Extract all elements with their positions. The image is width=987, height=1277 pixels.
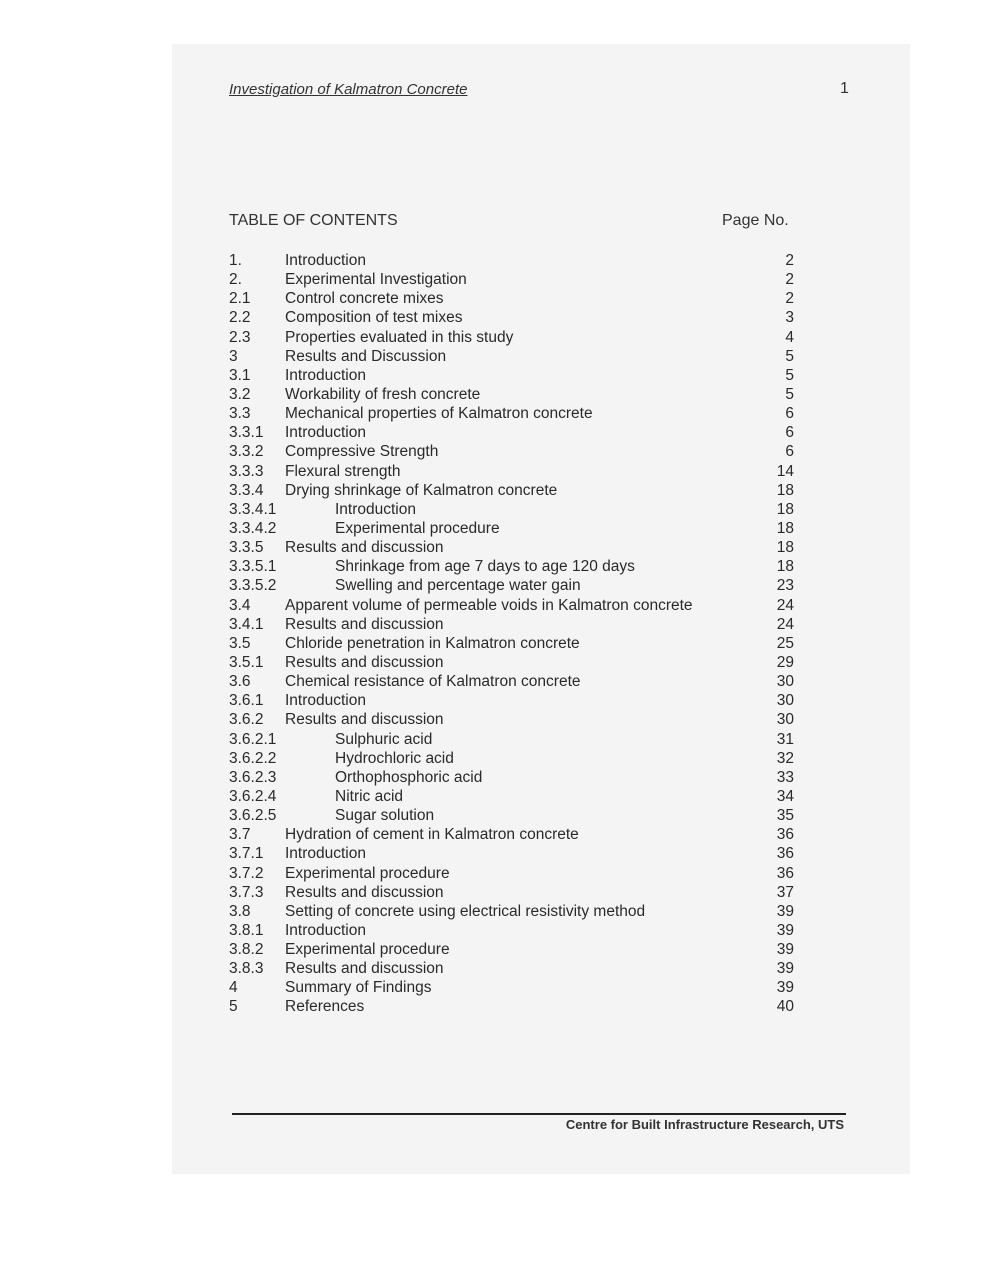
toc-entry-page: 25 <box>776 634 794 652</box>
toc-entry-page: 36 <box>776 826 794 844</box>
toc-entry <box>229 596 794 615</box>
toc-entry-page: 39 <box>776 960 794 978</box>
toc-entry <box>229 385 794 404</box>
toc-entry <box>229 978 794 997</box>
toc-entry-title: Results and Discussion <box>285 347 447 365</box>
toc-entry-page: 36 <box>776 864 794 882</box>
toc-entry-title: Introduction <box>285 845 366 863</box>
toc-entry-number: 3.5.1 <box>229 653 264 671</box>
toc-entry-number: 3.6.1 <box>229 692 264 710</box>
toc-entry <box>229 462 794 481</box>
toc-entry-number: 3.3.5.1 <box>229 558 277 576</box>
toc-entry <box>229 442 794 461</box>
toc-entry-title: Hydrochloric acid <box>335 749 454 767</box>
toc-entry-title: Experimental procedure <box>285 941 450 959</box>
toc-entry-number: 5 <box>229 998 238 1016</box>
toc-entry-number: 3.6 <box>229 673 251 691</box>
toc-entry-page: 35 <box>776 807 794 825</box>
toc-entry <box>229 787 794 806</box>
toc-entry-title: Introduction <box>285 692 366 710</box>
toc-entry-title: Introduction <box>335 500 416 518</box>
toc-entry-page: 30 <box>776 673 794 691</box>
toc-entry-page: 3 <box>785 309 794 327</box>
toc-entry-number: 1. <box>229 252 242 269</box>
toc-entry-title: Results and discussion <box>285 653 444 671</box>
footer-organization: Centre for Built Infrastructure Research, UTS <box>565 1117 844 1132</box>
toc-entry-page: 2 <box>785 271 794 289</box>
toc-entry-number: 4 <box>229 979 238 997</box>
toc-entry <box>229 672 794 691</box>
toc-entry-page: 6 <box>785 424 794 442</box>
toc-entry <box>229 519 794 538</box>
toc-entry-title: Shrinkage from age 7 days to age 120 days <box>335 558 635 576</box>
toc-entry <box>229 328 794 347</box>
toc-entry <box>229 921 794 940</box>
toc-entry-title: Control concrete mixes <box>285 290 444 308</box>
toc-entry-title: Introduction <box>285 921 366 939</box>
toc-entry-number: 2.2 <box>229 309 251 327</box>
toc-entry-page: 18 <box>776 519 794 537</box>
toc-entry-title: Workability of fresh concrete <box>285 385 481 403</box>
toc-entry-title: Orthophosphoric acid <box>335 768 483 786</box>
toc-entry <box>229 423 794 442</box>
toc-entry-number: 3.3.4 <box>229 481 264 499</box>
toc-entry-page: 23 <box>776 577 794 595</box>
toc-entry-number: 2.3 <box>229 328 251 346</box>
toc-entry <box>229 730 794 749</box>
toc-entry-title: Apparent volume of permeable voids in Kalmatron concrete <box>285 596 693 614</box>
toc-entry-number: 3.4 <box>229 596 251 614</box>
toc-entry-number: 3.8.3 <box>229 960 264 978</box>
toc-entry-title: Results and discussion <box>285 711 444 729</box>
toc-entry <box>229 615 794 634</box>
toc-entry-page: 33 <box>776 768 794 786</box>
toc-entry-page: 39 <box>776 979 794 997</box>
toc-entry-title: Swelling and percentage water gain <box>335 577 581 595</box>
toc-entry <box>229 634 794 653</box>
toc-entry <box>229 844 794 863</box>
toc-entry <box>229 902 794 921</box>
toc-entry-title: Flexural strength <box>285 462 401 480</box>
toc-entry-title: Composition of test mixes <box>285 309 463 327</box>
toc-entry-page: 18 <box>776 558 794 576</box>
toc-entry-title: Compressive Strength <box>285 443 439 461</box>
toc-entry <box>229 997 794 1016</box>
toc-entry-title: Introduction <box>285 366 366 384</box>
toc-entry <box>229 883 794 902</box>
toc-entry-title: Results and discussion <box>285 883 444 901</box>
toc-entry-number: 3.6.2 <box>229 711 264 729</box>
toc-entry-number: 3.6.2.4 <box>229 787 277 805</box>
toc-entry <box>229 768 794 787</box>
toc-entry-title: Nitric acid <box>335 787 404 805</box>
toc-entry-number: 3.6.2.1 <box>229 730 277 748</box>
toc-entry-number: 3.3.2 <box>229 443 264 461</box>
toc-entry-page: 40 <box>776 998 794 1016</box>
toc-entry-page: 5 <box>785 347 794 365</box>
toc-entry <box>229 404 794 423</box>
toc-entry-number: 3.6.2.2 <box>229 749 277 767</box>
page-number: 1 <box>840 80 849 97</box>
toc-entry <box>229 347 794 366</box>
toc-entry-page: 31 <box>776 730 794 748</box>
toc-entry-page: 39 <box>776 921 794 939</box>
toc-heading: TABLE OF CONTENTS <box>229 212 398 229</box>
toc-entry-number: 3 <box>229 347 238 365</box>
toc-entry-title: Introduction <box>285 252 366 269</box>
toc-entry <box>229 289 794 308</box>
toc-entry-page: 37 <box>776 883 794 901</box>
toc-entry-title: Mechanical properties of Kalmatron concrete <box>285 405 593 423</box>
toc-entry-title: References <box>285 998 365 1016</box>
toc-entry-title: Sugar solution <box>335 807 435 825</box>
toc-entry-number: 3.7 <box>229 826 251 844</box>
toc-entry <box>229 481 794 500</box>
toc-entry-number: 3.6.2.5 <box>229 807 277 825</box>
toc-entry <box>229 940 794 959</box>
toc-entry-title: Chloride penetration in Kalmatron concrete <box>285 634 580 652</box>
toc-entry <box>229 653 794 672</box>
toc-entry-number: 3.1 <box>229 366 251 384</box>
toc-entry-number: 3.8.2 <box>229 941 264 959</box>
toc-entry-page: 4 <box>785 328 794 346</box>
toc-entry-title: Introduction <box>285 424 366 442</box>
toc-entry-page: 18 <box>776 481 794 499</box>
toc-entry-number: 3.3.4.2 <box>229 519 277 537</box>
toc-entry-page: 29 <box>776 653 794 671</box>
toc-entry-title: Experimental procedure <box>285 864 450 882</box>
toc-entry <box>229 749 794 768</box>
toc-entry-number: 3.7.3 <box>229 883 264 901</box>
toc-entry <box>229 576 794 595</box>
toc-entry-page: 32 <box>776 749 794 767</box>
toc-entry-page: 39 <box>776 902 794 920</box>
toc-entry-page: 14 <box>776 462 794 480</box>
toc-entry-number: 3.6.2.3 <box>229 768 277 786</box>
toc-entry-number: 3.3.5 <box>229 539 264 557</box>
toc-entry <box>229 710 794 729</box>
toc-entry <box>229 270 794 289</box>
toc-entry-title: Results and discussion <box>285 615 444 633</box>
toc-entry-page: 5 <box>785 385 794 403</box>
toc-entry-number: 2.1 <box>229 290 251 308</box>
toc-entry-number: 3.8.1 <box>229 921 264 939</box>
toc-entry-number: 3.5 <box>229 634 251 652</box>
toc-entry-number: 3.4.1 <box>229 615 264 633</box>
toc-entry-title: Drying shrinkage of Kalmatron concrete <box>285 481 558 499</box>
toc-entry <box>229 959 794 978</box>
toc-entry-page: 30 <box>776 711 794 729</box>
toc-list <box>229 251 794 1017</box>
toc-entry <box>229 691 794 710</box>
footer-rule <box>232 1113 846 1115</box>
running-title: Investigation of Kalmatron Concrete <box>229 81 468 98</box>
toc-entry-page: 30 <box>776 692 794 710</box>
toc-entry-title: Results and discussion <box>285 960 444 978</box>
toc-entry-number: 3.3.3 <box>229 462 264 480</box>
toc-entry-page: 36 <box>776 845 794 863</box>
toc-entry-title: Properties evaluated in this study <box>285 328 514 346</box>
toc-entry-number: 3.3 <box>229 405 251 423</box>
toc-entry-page: 6 <box>785 405 794 423</box>
toc-entry-number: 3.2 <box>229 385 251 403</box>
toc-entry-number: 2. <box>229 271 242 289</box>
toc-entry-title: Results and discussion <box>285 539 444 557</box>
toc-page-column-heading: Page No. <box>722 212 789 229</box>
toc-entry-page: 18 <box>776 539 794 557</box>
toc-entry-page: 2 <box>785 252 794 269</box>
toc-entry-title: Experimental procedure <box>335 519 500 537</box>
toc-entry-number: 3.7.1 <box>229 845 264 863</box>
toc-entry-page: 5 <box>785 366 794 384</box>
toc-entry <box>229 251 794 270</box>
toc-entry-title: Sulphuric acid <box>335 730 433 748</box>
toc-entry-page: 6 <box>785 443 794 461</box>
toc-entry <box>229 366 794 385</box>
toc-entry-page: 24 <box>776 596 794 614</box>
toc-entry-page: 34 <box>776 787 794 805</box>
toc-entry-page: 18 <box>776 500 794 518</box>
toc-entry-title: Chemical resistance of Kalmatron concrete <box>285 673 581 691</box>
toc-entry-title: Summary of Findings <box>285 979 432 997</box>
toc-entry <box>229 806 794 825</box>
toc-entry-title: Setting of concrete using electrical resistivity method <box>285 902 646 920</box>
toc-entry-page: 2 <box>785 290 794 308</box>
toc-entry-page: 24 <box>776 615 794 633</box>
toc-entry <box>229 308 794 327</box>
toc-entry-number: 3.3.1 <box>229 424 264 442</box>
toc-entry-number: 3.8 <box>229 902 251 920</box>
toc-entry-number: 3.3.4.1 <box>229 500 277 518</box>
toc-entry <box>229 864 794 883</box>
toc-entry-number: 3.7.2 <box>229 864 264 882</box>
toc-entry-title: Hydration of cement in Kalmatron concrete <box>285 826 579 844</box>
toc-entry <box>229 557 794 576</box>
toc-entry-title: Experimental Investigation <box>285 271 467 289</box>
toc-entry-number: 3.3.5.2 <box>229 577 277 595</box>
toc-entry-page: 39 <box>776 941 794 959</box>
toc-entry <box>229 825 794 844</box>
toc-entry <box>229 500 794 519</box>
toc-entry <box>229 538 794 557</box>
